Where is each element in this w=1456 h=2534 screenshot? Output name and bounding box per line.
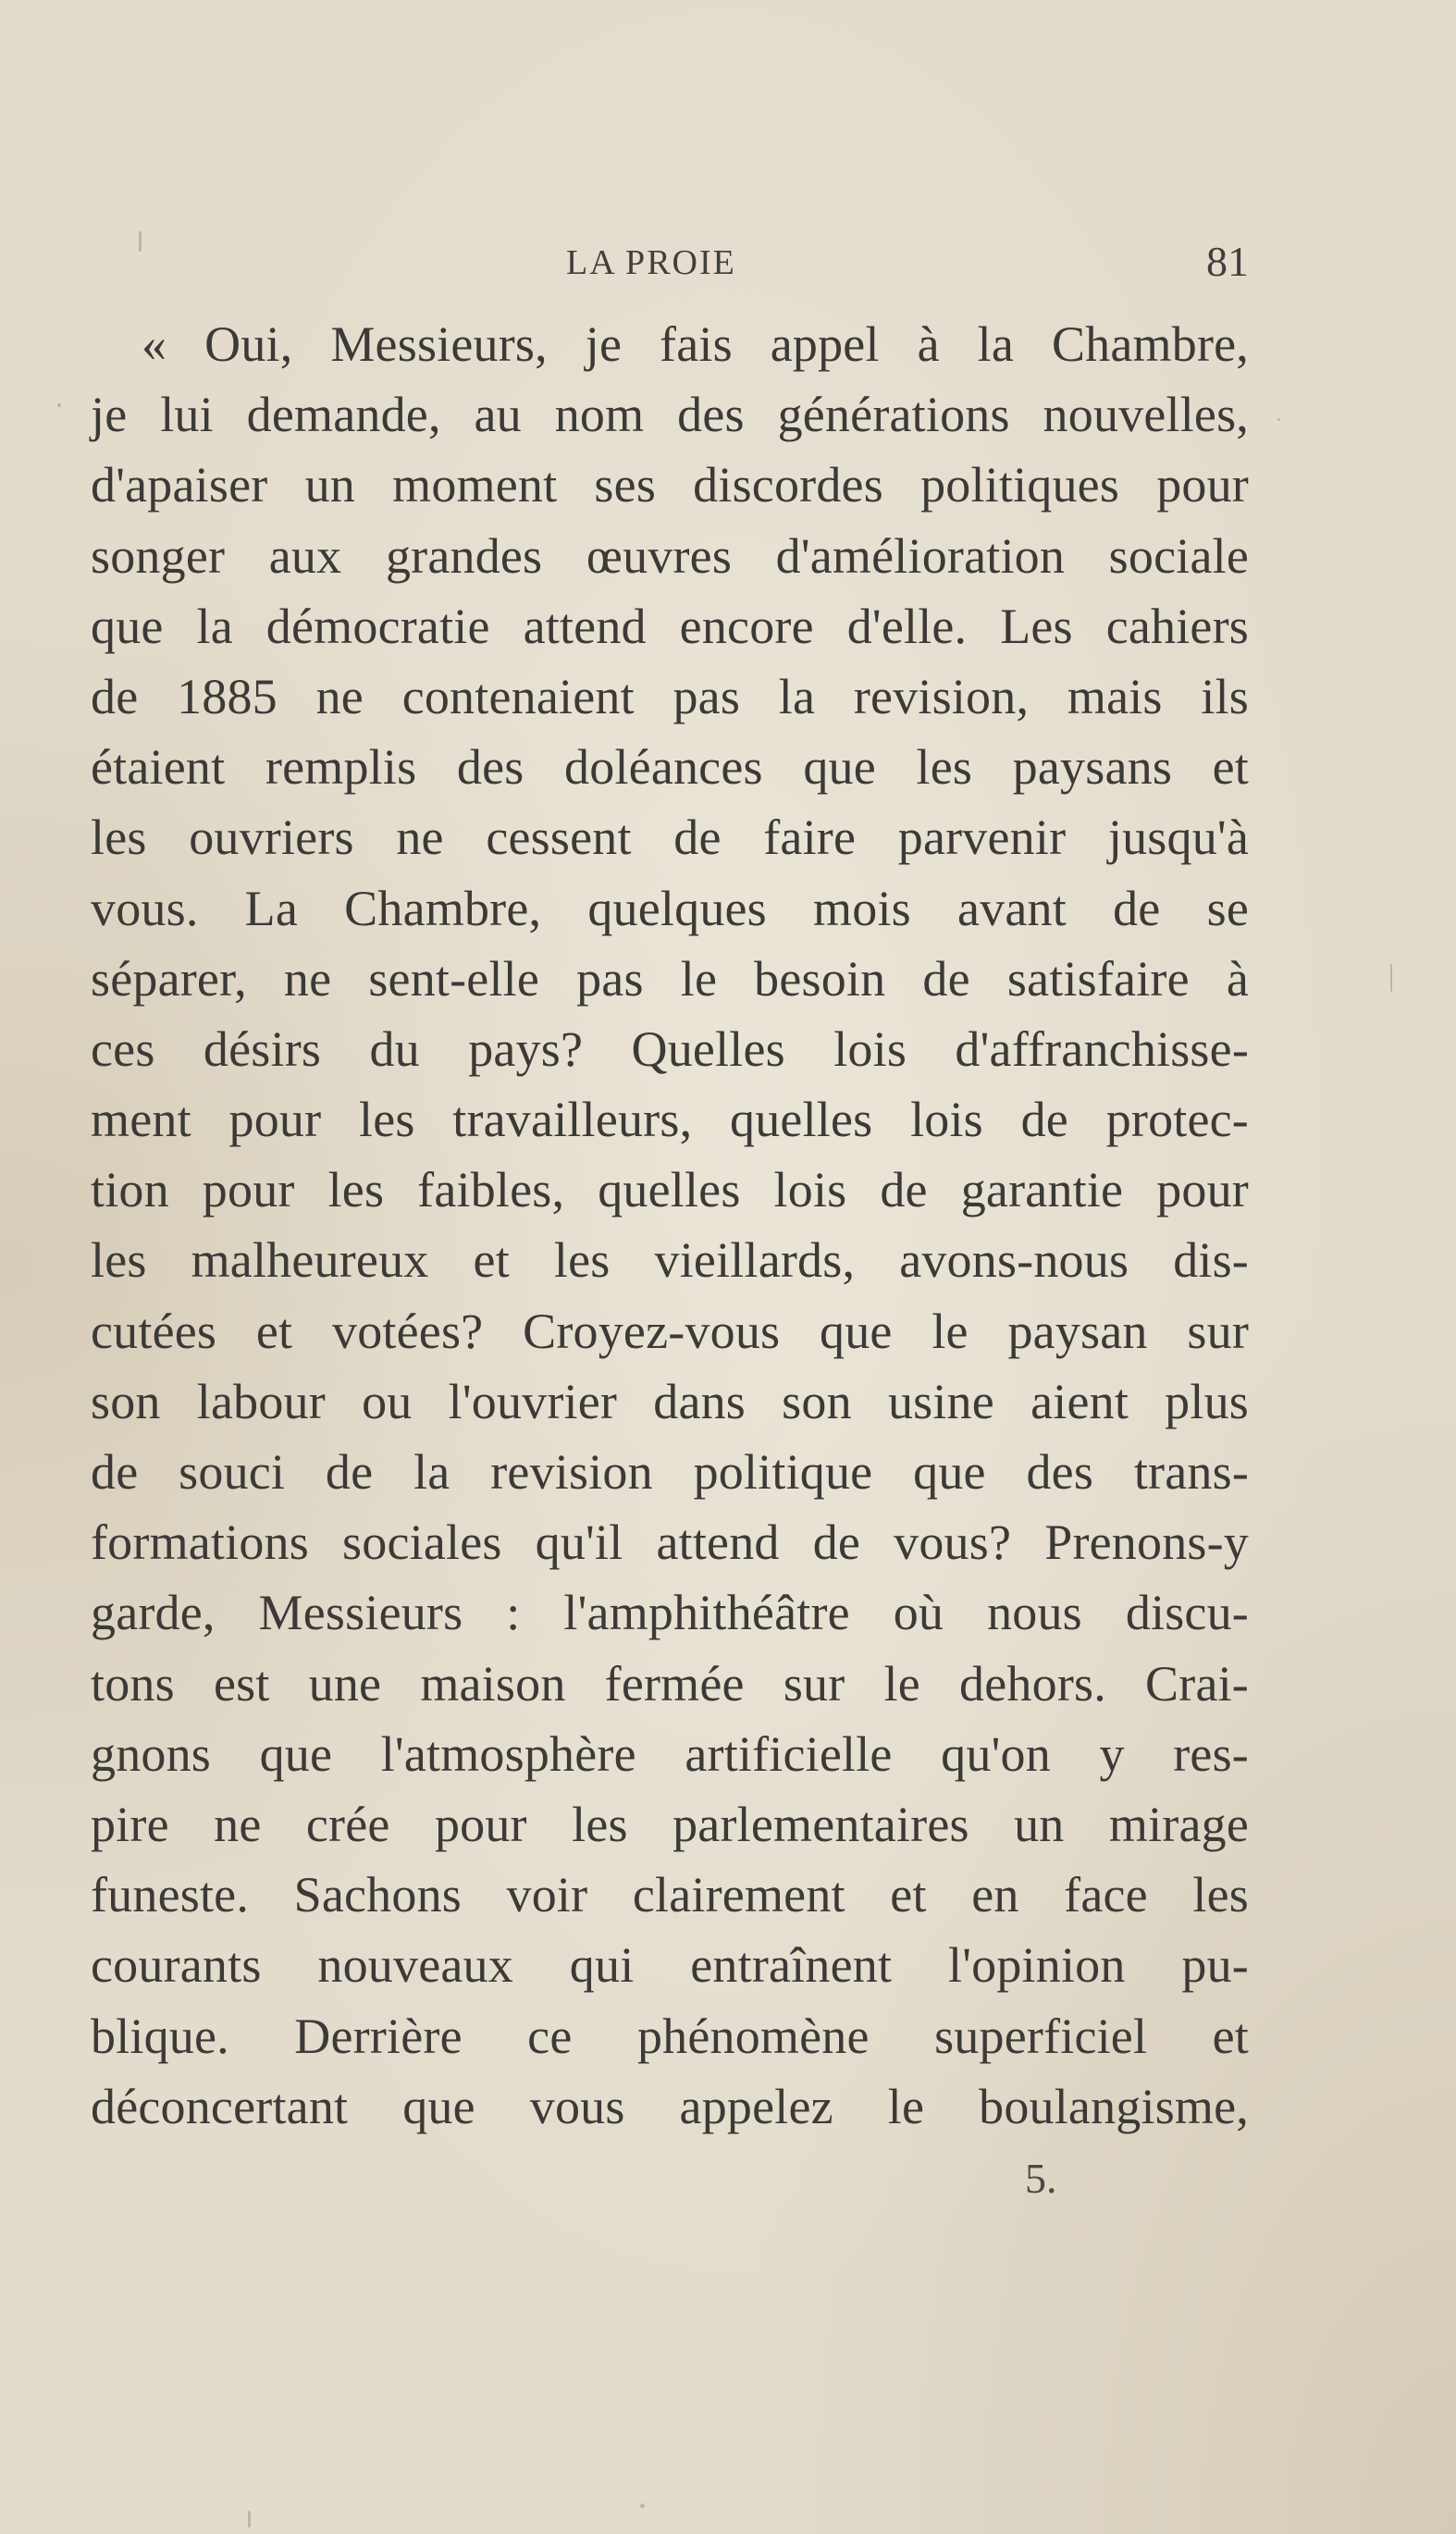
- page-number: 81: [1206, 238, 1249, 285]
- paper-speck: [1390, 964, 1392, 992]
- paper-speck: [640, 2503, 645, 2508]
- text-line: les ouvriers ne cessent de faire parvenir jusqu'à: [91, 810, 1249, 866]
- text-line: pire ne crée pour les parlementaires un mirage: [91, 1796, 1249, 1852]
- text-line: étaient remplis des doléances que les paysans et: [91, 739, 1249, 796]
- text-line: courants nouveaux qui entraînent l'opinion pu-: [91, 1937, 1249, 1994]
- text-line: garde, Messieurs : l'amphithéâtre où nous discu-: [91, 1585, 1249, 1641]
- running-head: [93, 238, 1249, 298]
- text-line: ment pour les travailleurs, quelles lois de protec-: [91, 1092, 1249, 1148]
- text-line: les malheureux et les vieillards, avons-nous dis-: [91, 1232, 1249, 1289]
- text-line: son labour ou l'ouvrier dans son usine aient plus: [91, 1373, 1249, 1429]
- text-line: séparer, ne sent-elle pas le besoin de satisfaire à: [91, 950, 1249, 1007]
- text-line: formations sociales qu'il attend de vous? Prenons-y: [91, 1514, 1249, 1571]
- text-line: songer aux grandes œuvres d'amélioration sociale: [91, 527, 1249, 584]
- running-title: LA PROIE: [566, 243, 736, 282]
- paper-speck: [248, 2511, 251, 2528]
- text-line: vous. La Chambre, quelques mois avant de se: [91, 880, 1249, 936]
- text-line: je lui demande, au nom des générations nouvelles,: [91, 387, 1249, 443]
- text-line: de 1885 ne contenaient pas la revision, mais ils: [91, 668, 1249, 724]
- paper-speck: [1277, 418, 1280, 421]
- text-line: déconcertant que vous appelez le boulangisme,: [91, 2078, 1249, 2134]
- signature-mark: 5.: [1025, 2155, 1057, 2202]
- text-line: blique. Derrière ce phénomène superficiel et: [91, 2008, 1249, 2064]
- text-line: tons est une maison fermée sur le dehors. Crai-: [91, 1655, 1249, 1712]
- text-line: « Oui, Messieurs, je fais appel à la Chambre,: [142, 316, 1249, 372]
- text-line: gnons que l'atmosphère artificielle qu'on y res-: [91, 1725, 1249, 1782]
- text-line: funeste. Sachons voir clairement et en face les: [91, 1867, 1249, 1923]
- text-line: d'apaiser un moment ses discordes politiques pour: [91, 457, 1249, 513]
- body-text: [91, 309, 1249, 2142]
- text-line: que la démocratie attend encore d'elle. Les cahiers: [91, 598, 1249, 654]
- paper-speck: [57, 403, 61, 407]
- text-line: ces désirs du pays? Quelles lois d'affranchisse-: [91, 1020, 1249, 1077]
- text-line: tion pour les faibles, quelles lois de garantie pour: [91, 1162, 1249, 1218]
- paper-speck: [139, 231, 142, 252]
- text-line: cutées et votées? Croyez-vous que le paysan sur: [91, 1303, 1249, 1359]
- text-line: de souci de la revision politique que des trans-: [91, 1444, 1249, 1500]
